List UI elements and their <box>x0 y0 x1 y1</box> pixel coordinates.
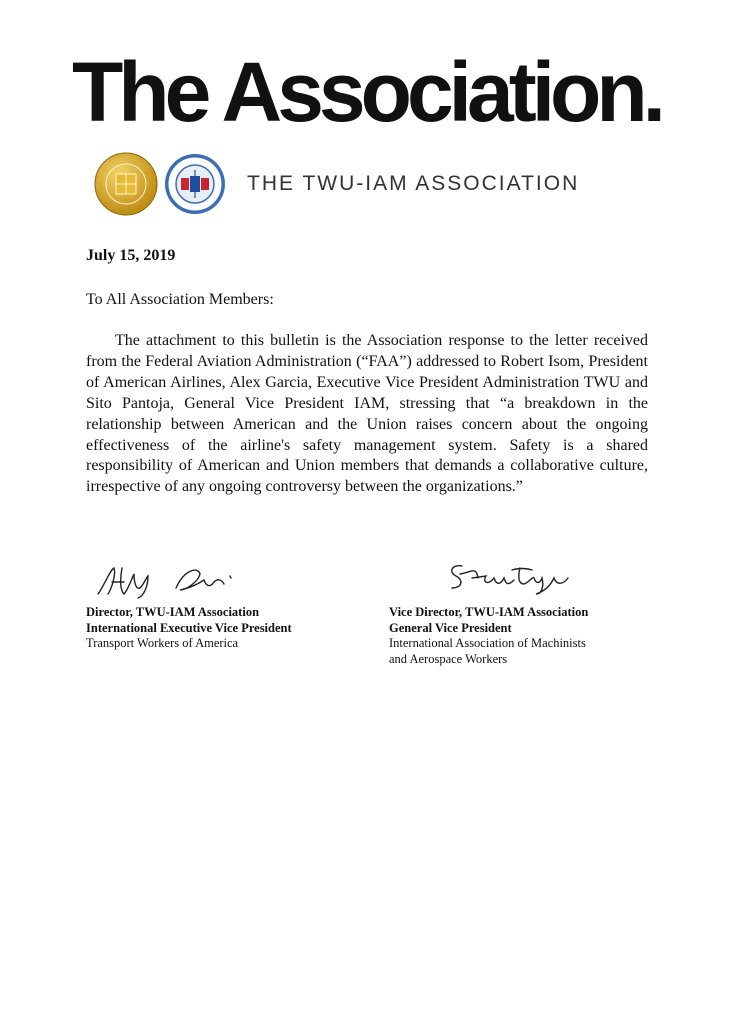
letter-date: July 15, 2019 <box>86 247 176 264</box>
iam-seal-logo <box>163 152 227 216</box>
signer-right-org-line2: and Aerospace Workers <box>389 651 508 666</box>
signer-right-title2: General Vice President <box>389 620 512 635</box>
twu-seal-logo <box>94 152 158 216</box>
signer-right-title1: Vice Director, TWU-IAM Association <box>389 605 589 619</box>
letter-body: The attachment to this bulletin is the Association response to the letter received from the Federal Aviation Administration (“FAA”) addressed to Robert Isom, President of American Airlines, Alex Garcia, Executive Vice President Administration TWU and Sito Pantoja, General Vice President IAM, stressing that “a breakdown in the relationship between American and the Union raises concern about the ongoing effectiveness of the airline's safety management system. Safety is a shared responsibility of American and Union members that demands a collaborative culture, irrespective of any ongoing controversy between the organizations.” <box>86 332 648 496</box>
signer-right-org-line1: International Association of Machinists <box>389 636 586 650</box>
signer-left-title2: International Executive Vice President <box>86 620 292 635</box>
signer-left-org: Transport Workers of America <box>86 636 239 650</box>
masthead-logo: The Association. <box>71 45 661 139</box>
letter-salutation: To All Association Members: <box>86 291 274 308</box>
signature-right <box>442 556 582 596</box>
signer-right-block <box>389 605 588 667</box>
signer-left-title1: Director, TWU-IAM Association <box>86 605 260 619</box>
signer-left-block <box>86 605 292 652</box>
signature-left <box>94 560 264 600</box>
association-tagline: THE TWU-IAM ASSOCIATION <box>247 172 580 195</box>
